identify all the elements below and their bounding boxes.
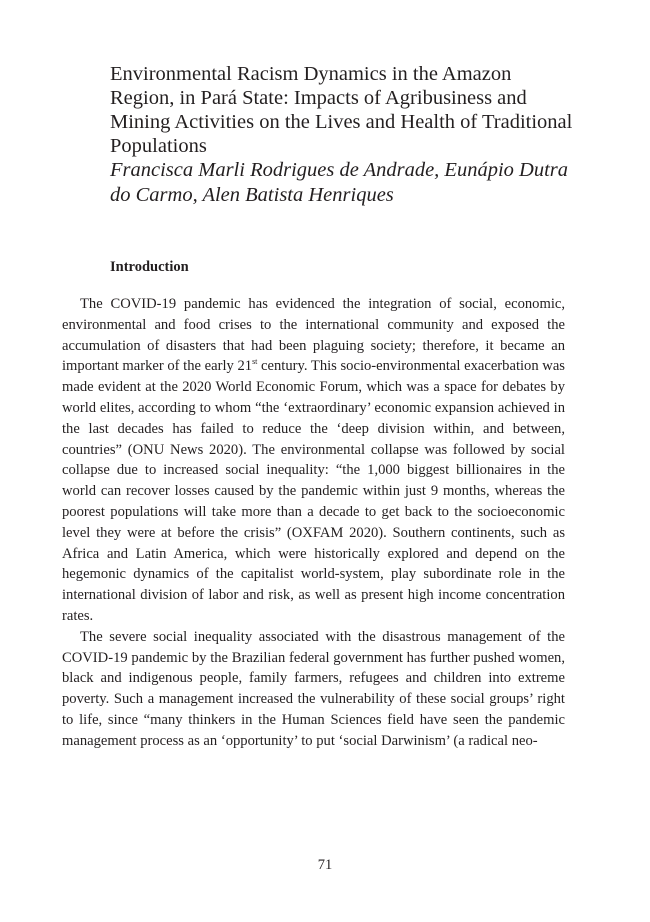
page-number: 71 [317,857,333,873]
section-heading: Introduction [110,259,189,275]
paragraph-2: The severe social inequality associated with the disastrous management of the COVID-19 pandemic by the Brazilian federal government has further pushed women, black and indigenous people, family farmers, refugees and children into extreme poverty. Such a management increased the vulnerability of these social groups’ right to life, since “many thinkers in the Human Sciences field have seen the pandemic management process as an ‘opportunity’ to put ‘social Darwinism’ (a radical neo- [62,628,565,749]
paragraph-1 [62,294,565,627]
paragraph-1-text-a: The COVID-19 pandemic has evidenced the integration of social, economic, environmental and food crises to the international community and exposed the accumulation of disasters that had been plaguing society; therefore, it became an important marker of the early 21 [62,296,565,375]
body-text [62,294,565,752]
paragraph-1-text-b: century. This socio-environmental exacerbation was made evident at the 2020 World Economic Forum, which was a space for debates by world elites, according to whom “the ‘extraordinary’ economic expansion achieved in the last decades has failed to reduce the ‘deep division within, and between, countries” (ONU News 2020). The environmental collapse was followed by social collapse due to increased social inequality: “the 1,000 biggest billionaires in the world can recover losses caused by the pandemic within just 9 months, whereas the poorest populations will take more than a decade to get back to the socioeconomic level they were at before the crisis” (OXFAM 2020). Southern continents, such as Africa and Latin America, which were historically explored and depend on the hegemonic dynamics of the capitalist world-system, play subordinate role in the international division of labor and risk, as well as present high income concentration rates. [62,358,565,624]
ordinal-superscript: st [252,357,258,367]
chapter-header [110,62,580,207]
chapter-authors: Francisca Marli Rodrigues de Andrade, Eunápio Dutra do Carmo, Alen Batista Henriques [110,159,568,206]
chapter-title: Environmental Racism Dynamics in the Amazon Region, in Pará State: Impacts of Agribusiness and Mining Activities on the Lives and Health of Traditional Populations [110,63,573,157]
